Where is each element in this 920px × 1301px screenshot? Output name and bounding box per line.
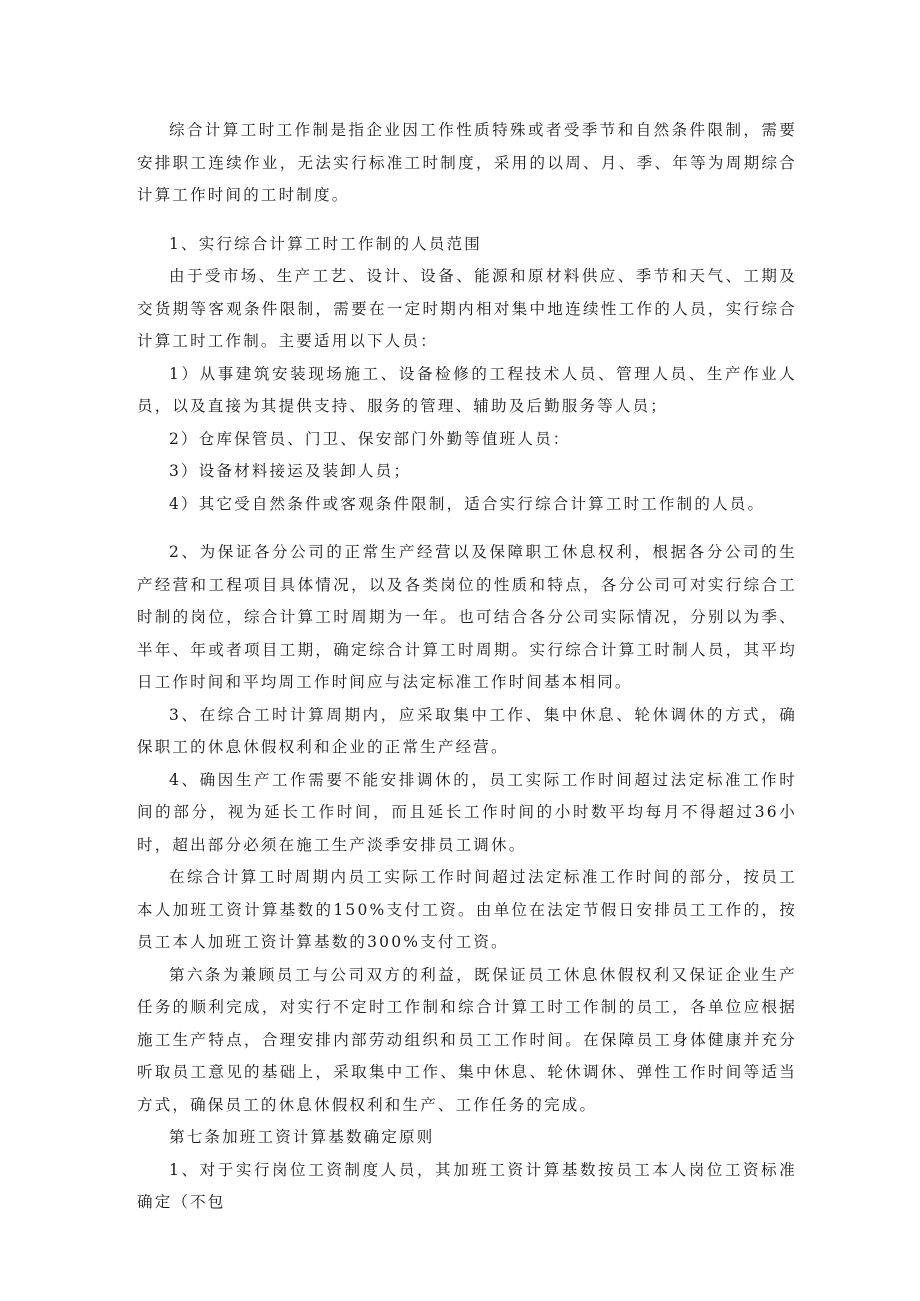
section-3-paragraph: 3、在综合工时计算周期内，应采取集中工作、集中休息、轮休调休的方式，确保职工的休息休假权利和企业的正常生产经营。 xyxy=(137,705,797,756)
overtime-pay-paragraph: 在综合计算工时周期内员工实际工作时间超过法定标准工作时间的部分，按员工本人加班工资计算基数的150%支付工资。由单位在法定节假日安排员工工作的，按员工本人加班工资计算基数的300%支付工资。 xyxy=(137,868,797,951)
article-6-paragraph: 第六条为兼顾员工与公司双方的利益，既保证员工休息休假权利又保证企业生产任务的顺利完成，对实行不定时工作制和综合计算工时工作制的员工，各单位应根据施工生产特点，合理安排内部劳动组织和员工工作时间。在保障员工身体健康并充分听取员工意见的基础上，采取集中工作、集中休息、轮休调休、弹性工作时间等适当方式，确保员工的休息休假权利和生产、工作任务的完成。 xyxy=(137,965,797,1114)
list-item-1: 1）从事建筑安装现场施工、设备检修的工程技术人员、管理人员、生产作业人员，以及直接为其提供支持、服务的管理、辅助及后勤服务等人员； xyxy=(137,364,797,415)
article-7-item-1: 1、对于实行岗位工资制度人员，其加班工资计算基数按员工本人岗位工资标准确定（不包 xyxy=(137,1160,797,1211)
section-1-body: 由于受市场、生产工艺、设计、设备、能源和原材料供应、季节和天气、工期及交货期等客观条件限制，需要在一定时期内相对集中地连续性工作的人员，实行综合计算工时工作制。主要适用以下人员： xyxy=(137,267,797,350)
intro-paragraph: 综合计算工时工作制是指企业因工作性质特殊或者受季节和自然条件限制，需要安排职工连续作业，无法实行标准工时制度，采用的以周、月、季、年等为周期综合计算工作时间的工时制度。 xyxy=(137,121,797,204)
section-4-paragraph: 4、确因生产工作需要不能安排调休的，员工实际工作时间超过法定标准工作时间的部分，视为延长工作时间，而且延长工作时间的小时数平均每月不得超过36小时，超出部分必须在施工生产淡季安排员工调休。 xyxy=(137,770,797,854)
list-item-3: 3）设备材料接运及装卸人员； xyxy=(169,462,412,480)
article-7-title: 第七条加班工资计算基数确定原则 xyxy=(169,1128,435,1146)
list-item-2: 2）仓库保管员、门卫、保安部门外勤等值班人员： xyxy=(169,429,571,448)
section-2-paragraph: 2、为保证各分公司的正常生产经营以及保障职工休息权利，根据各分公司的生产经营和工程项目具体情况，以及各类岗位的性质和特点，各分公司可对实行综合工时制的岗位，综合计算工时周期为一年。也可结合各分公司实际情况，分别以为季、半年、年或者项目工期，确定综合计算工时周期。实行综合计算工时制人员，其平均日工作时间和平均周工作时间应与法定标准工作时间基本相同。 xyxy=(137,543,797,691)
document-page xyxy=(137,114,797,1219)
list-item-4: 4）其它受自然条件或客观条件限制，适合实行综合计算工时工作制的人员。 xyxy=(169,494,766,513)
section-1-title: 1、实行综合计算工时工作制的人员范围 xyxy=(169,234,482,253)
